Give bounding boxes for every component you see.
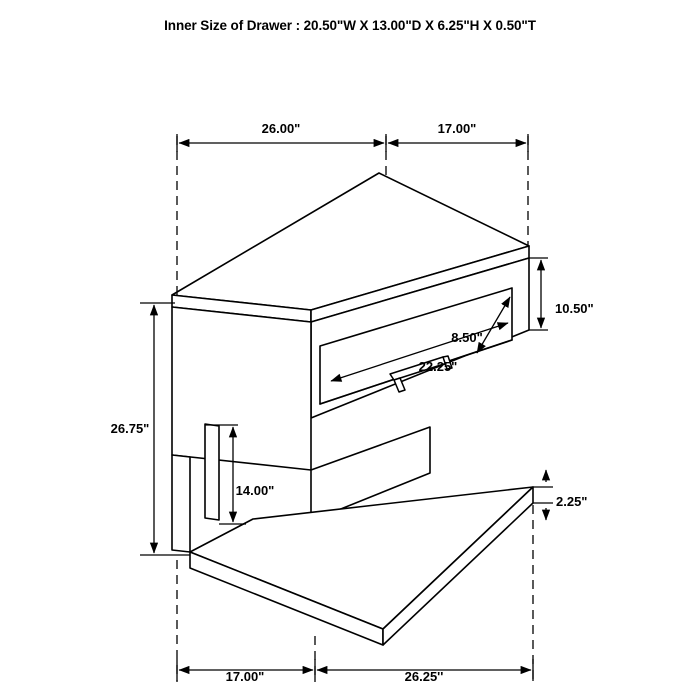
dim-label-bottom-left: 17.00" — [225, 669, 265, 684]
dim-label-top-left: 26.00" — [261, 121, 301, 136]
page-title: Inner Size of Drawer : 20.50"W X 13.00"D X 6.25"H X 0.50"T — [164, 18, 536, 33]
dim-label-overall-height: 26.75" — [110, 421, 150, 436]
bottom-shelf-top — [190, 487, 533, 629]
dim-label-shelf-thickness: 2.25" — [556, 494, 588, 509]
case-inner-post — [205, 424, 219, 520]
dim-label-bottom-right: 26.25'' — [404, 669, 444, 684]
furniture-body — [172, 173, 533, 645]
dim-label-right-upper: 10.50" — [555, 301, 594, 316]
case-left-post — [172, 455, 190, 552]
case-front-face — [172, 307, 311, 470]
dim-label-shelf-height: 14.00" — [235, 483, 275, 498]
dim-label-drawer-width: 22.25" — [418, 359, 458, 374]
dim-label-drawer-front: 8.50" — [451, 330, 483, 345]
dim-label-top-right: 17.00" — [437, 121, 477, 136]
